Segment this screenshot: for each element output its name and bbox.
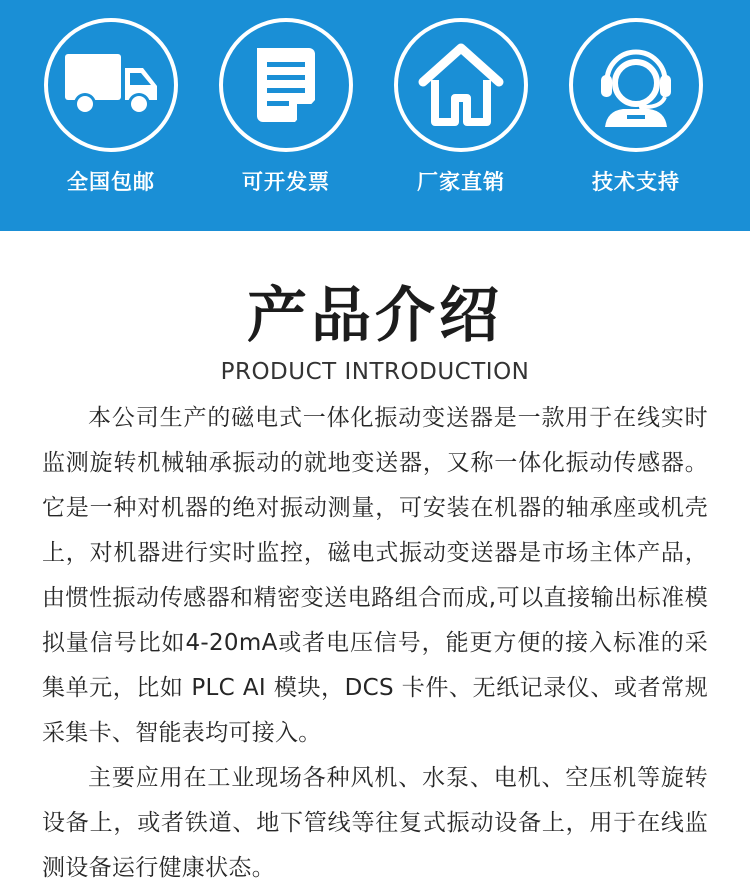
feature-circle — [394, 18, 528, 152]
feature-free-shipping[interactable] — [36, 18, 186, 196]
page-subtitle: PRODUCT INTRODUCTION — [220, 359, 530, 385]
feature-invoice[interactable] — [211, 18, 361, 196]
feature-banner — [0, 0, 750, 231]
feature-label: 厂家直销 — [417, 170, 505, 194]
feature-circle — [44, 18, 178, 152]
feature-circle — [219, 18, 353, 152]
feature-label: 技术支持 — [592, 170, 680, 194]
product-description — [42, 396, 708, 891]
description-paragraph: 本公司生产的磁电式一体化振动变送器是一款用于在线实时监测旋转机械轴承振动的就地变送器，又称一体化振动传感器。它是一种对机器的绝对振动测量，可安装在机器的轴承座或机壳上，对机器进行实时监控，磁电式振动变送器是市场主体产品，由惯性振动传感器和精密变送电路组合而成,可以直接输出标准模拟量信号比如4-20mA或者电压信号，能更方便的接入标准的采集单元，比如 PLC AI 模块，DCS 卡件、无纸记录仪、或者常规采集卡、智能表均可接入。 — [42, 405, 708, 746]
page-title: 产品介绍 — [247, 281, 503, 351]
feature-label: 全国包邮 — [67, 170, 155, 194]
description-paragraph: 主要应用在工业现场各种风机、水泵、电机、空压机等旋转设备上，或者铁道、地下管线等往复式振动设备上，用于在线监测设备运行健康状态。 — [42, 765, 708, 881]
feature-tech-support[interactable] — [561, 18, 711, 196]
feature-circle — [569, 18, 703, 152]
feature-label: 可开发票 — [242, 170, 330, 194]
invoice-icon — [251, 44, 321, 126]
support-agent-icon — [593, 41, 679, 129]
house-icon — [415, 42, 507, 128]
feature-direct-sales[interactable] — [386, 18, 536, 196]
truck-icon — [63, 50, 159, 120]
